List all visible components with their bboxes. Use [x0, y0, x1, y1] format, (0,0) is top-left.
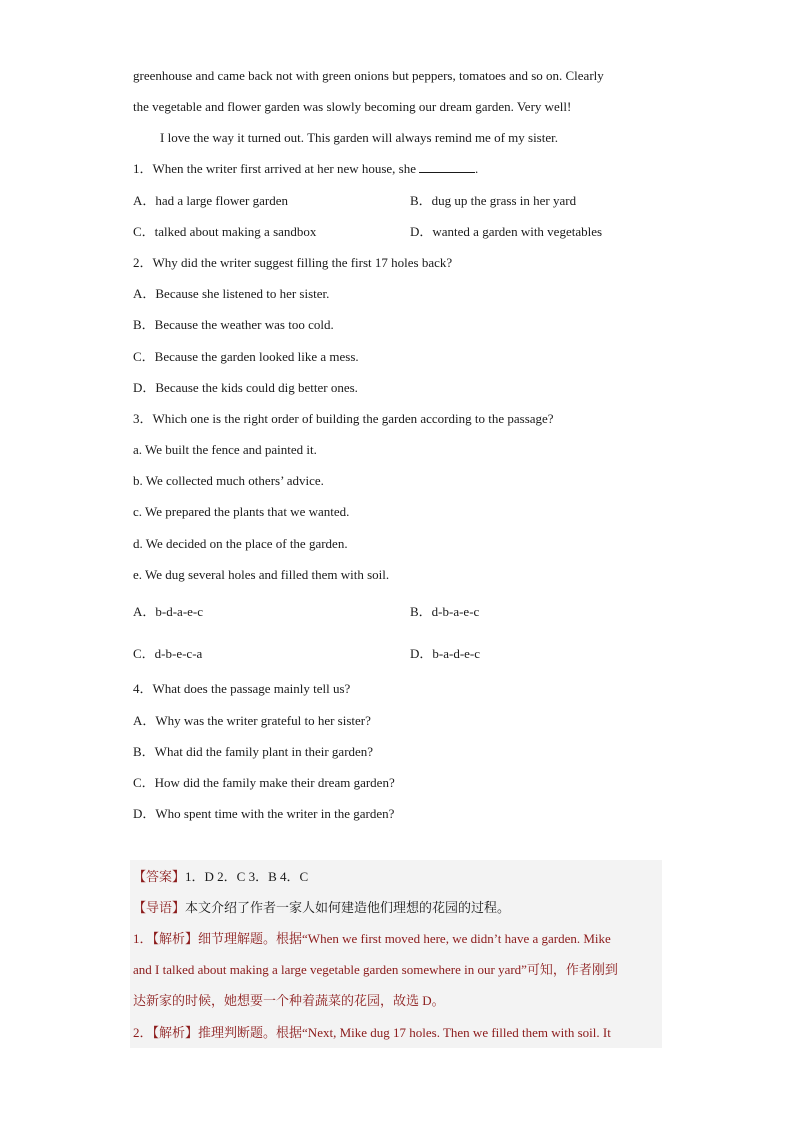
question-3-item-c: c. We prepared the plants that we wanted.: [133, 504, 350, 519]
question-3-stem: 3．Which one is the right order of building the garden according to the passage?: [133, 411, 554, 426]
answer-text: 1．D 2．C 3．B 4．C: [185, 869, 309, 884]
question-4-stem: 4．What does the passage mainly tell us?: [133, 681, 351, 696]
guide-line: [133, 899, 510, 918]
passage-line-2: the vegetable and flower garden was slowly becoming our dream garden. Very well!: [133, 99, 572, 114]
passage-line-3: I love the way it turned out. This garden will always remind me of my sister.: [160, 130, 558, 145]
answer-line: [133, 868, 308, 887]
question-3-item-b: b. We collected much others’ advice.: [133, 473, 324, 488]
question-3-item-d: d. We decided on the place of the garden.: [133, 536, 348, 551]
question-3-item-e: e. We dug several holes and filled them with soil.: [133, 567, 390, 582]
answer-analysis-box: [130, 860, 662, 1048]
analysis-2-text-1: 推理判断题。根据“Next, Mike dug 17 holes. Then we filled them with soil. It: [198, 1025, 611, 1040]
question-3-item-a: a. We built the fence and painted it.: [133, 442, 317, 457]
analysis-1-line-2: and I talked about making a large vegetable garden somewhere in our yard”可知，作者刚到: [133, 962, 618, 977]
question-1-option-b: B．dug up the grass in her yard: [410, 193, 577, 208]
question-1-option-a: A．had a large flower garden: [133, 193, 288, 208]
question-4-option-c: C．How did the family make their dream garden?: [133, 775, 395, 790]
question-2-option-a: A．Because she listened to her sister.: [133, 286, 330, 301]
answer-blank: [419, 160, 475, 173]
question-2-option-b: B．Because the weather was too cold.: [133, 317, 334, 332]
question-3-option-c: C．d-b-e-c-a: [133, 646, 203, 661]
passage-line-1: greenhouse and came back not with green onions but peppers, tomatoes and so on. Clearly: [133, 68, 604, 83]
question-3-option-a: A．b-d-a-e-c: [133, 604, 204, 619]
analysis-1-line-1: [133, 930, 611, 949]
question-1-option-d: D．wanted a garden with vegetables: [410, 224, 603, 239]
question-1-stem: [133, 160, 478, 178]
analysis-1-line-3: 达新家的时候，她想要一个种着蔬菜的花园，故选 D。: [133, 993, 445, 1008]
guide-tag: 【导语】: [133, 901, 186, 916]
analysis-2-line-1: [133, 1024, 611, 1043]
analysis-1-number: 1．: [133, 931, 153, 946]
analysis-1-tag: 【解析】: [152, 932, 199, 947]
question-4-option-d: D．Who spent time with the writer in the garden?: [133, 806, 395, 821]
question-3-option-b: B．d-b-a-e-c: [410, 604, 480, 619]
question-3-option-d: D．b-a-d-e-c: [410, 646, 481, 661]
analysis-1-text-1: 细节理解题。根据“When we first moved here, we didn’t have a garden. Mike: [198, 931, 611, 946]
question-2-option-d: D．Because the kids could dig better ones.: [133, 380, 358, 395]
question-4-option-b: B．What did the family plant in their garden?: [133, 744, 374, 759]
question-4-option-a: A．Why was the writer grateful to her sister?: [133, 713, 371, 728]
guide-text: 本文介绍了作者一家人如何建造他们理想的花园的过程。: [185, 901, 511, 916]
question-1-text: 1．When the writer first arrived at her new house, she: [133, 161, 417, 176]
question-1-option-c: C．talked about making a sandbox: [133, 224, 317, 239]
question-2-stem: 2．Why did the writer suggest filling the first 17 holes back?: [133, 255, 453, 270]
question-2-option-c: C．Because the garden looked like a mess.: [133, 349, 359, 364]
answer-tag: 【答案】: [133, 870, 186, 885]
analysis-2-number: 2．: [133, 1025, 153, 1040]
question-1-end: .: [475, 161, 479, 176]
analysis-2-tag: 【解析】: [152, 1026, 199, 1041]
